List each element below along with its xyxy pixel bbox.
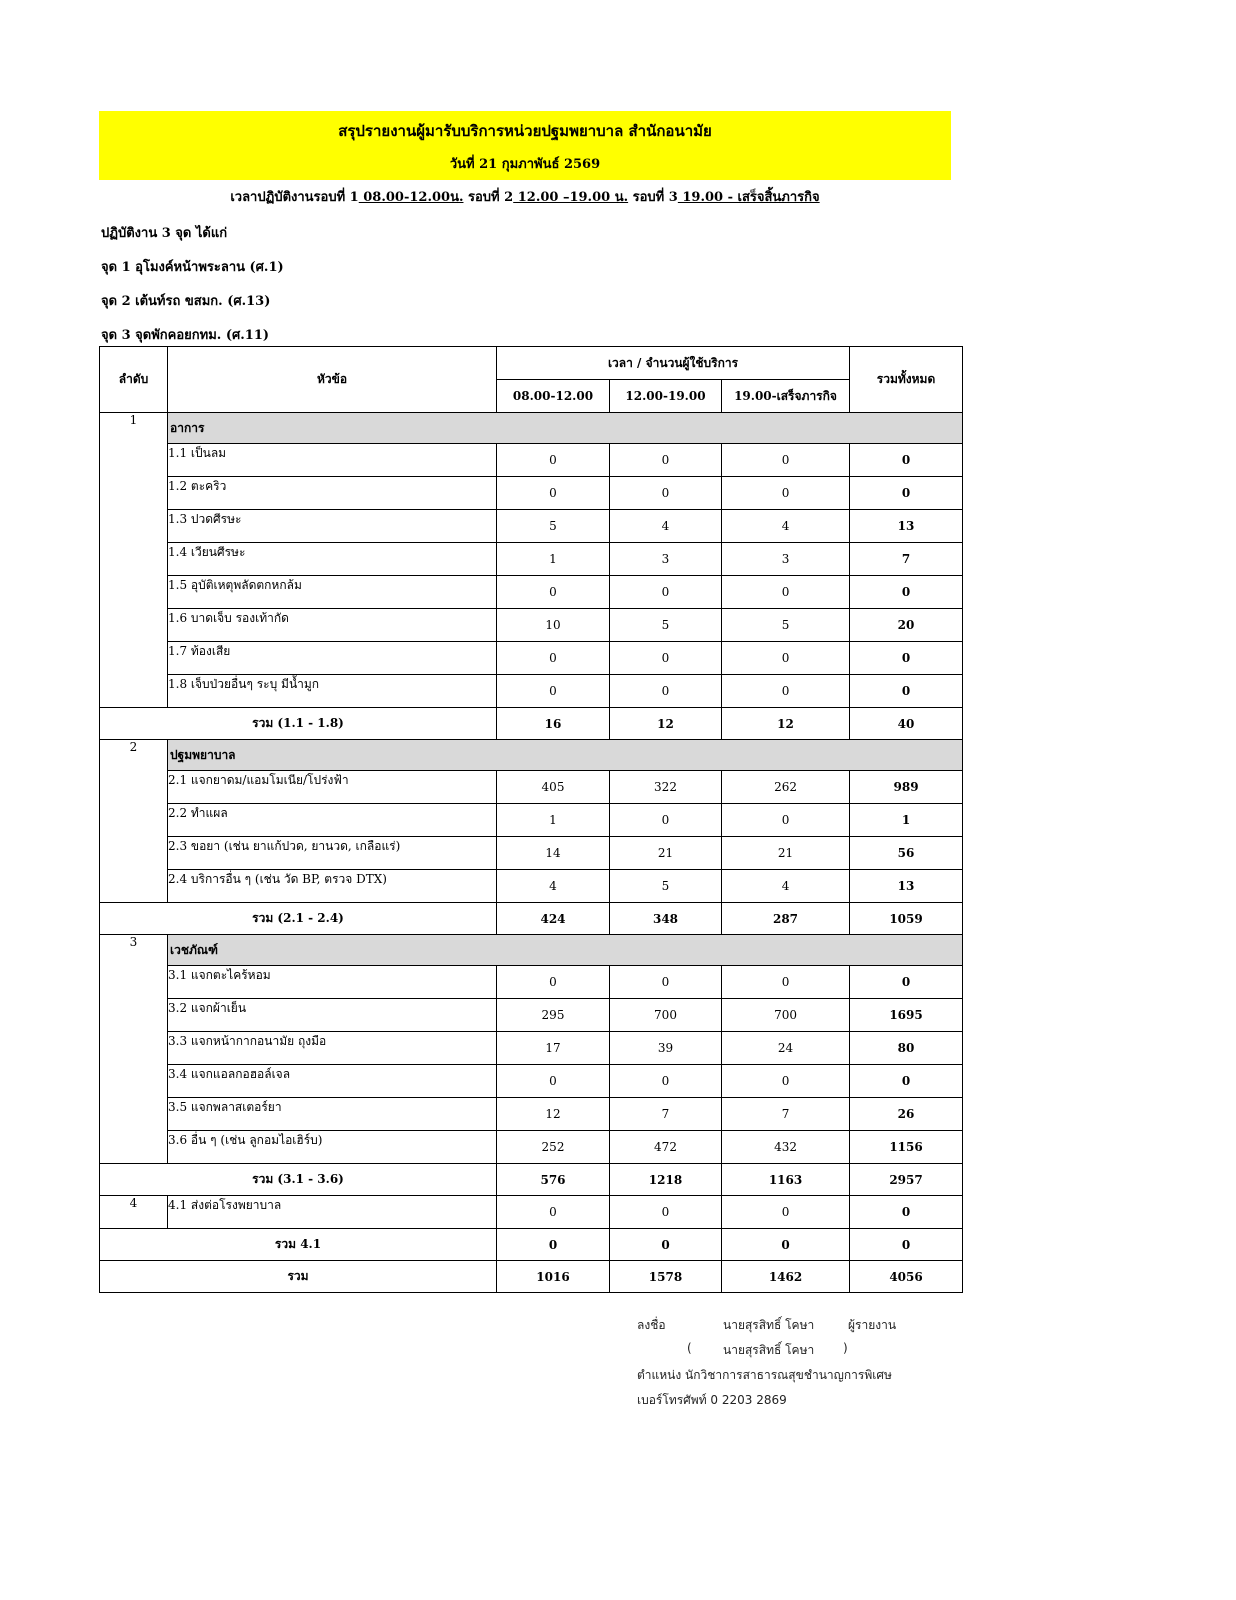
subtotal-shift2: 12 [610, 708, 722, 740]
table-row [100, 675, 963, 708]
cell-shift1: 405 [497, 771, 610, 804]
cell-shift2: 0 [610, 1065, 722, 1098]
cell-shift3: 5 [722, 609, 850, 642]
cell-shift2: 39 [610, 1032, 722, 1065]
section-seq: 2 [100, 740, 168, 903]
cell-shift2: 0 [610, 804, 722, 837]
cell-shift2: 0 [610, 444, 722, 477]
cell-shift2: 322 [610, 771, 722, 804]
subtotal-label: รวม (3.1 - 3.6) [100, 1164, 497, 1196]
subtotal-label: รวม (2.1 - 2.4) [100, 903, 497, 935]
cell-shift2: 0 [610, 966, 722, 999]
cell-shift3: 24 [722, 1032, 850, 1065]
cell-shift1: 295 [497, 999, 610, 1032]
cell-total: 989 [850, 771, 963, 804]
cell-shift3: 0 [722, 675, 850, 708]
signer-role: ผู้รายงาน [848, 1318, 897, 1332]
grand-total-shift2: 1578 [610, 1261, 722, 1293]
cell-shift1: 17 [497, 1032, 610, 1065]
row-label: 2.1 แจกยาดม/แอมโมเนีย/โปร่งฟ้า [168, 771, 497, 804]
subtotal-label: รวม (1.1 - 1.8) [100, 708, 497, 740]
table-row [100, 609, 963, 642]
point-3: จุด 3 จุดพักคอยกทม. (ศ.11) [101, 328, 270, 343]
row-label: 2.2 ทำแผล [168, 804, 497, 837]
subtotal-shift3: 12 [722, 708, 850, 740]
subtotal-shift1: 0 [497, 1229, 610, 1261]
cell-shift2: 0 [610, 675, 722, 708]
table-row [100, 477, 963, 510]
grand-total-total: 4056 [850, 1261, 963, 1293]
subtotal-shift1: 16 [497, 708, 610, 740]
shift-1-time: 08.00-12.00น. [358, 190, 464, 205]
cell-total: 1156 [850, 1131, 963, 1164]
section-seq: 3 [100, 935, 168, 1164]
table-row [100, 999, 963, 1032]
cell-total: 0 [850, 444, 963, 477]
table-row [100, 1098, 963, 1131]
signer-phone: เบอร์โทรศัพท์ 0 2203 2869 [637, 1393, 787, 1407]
cell-shift1: 1 [497, 804, 610, 837]
row-label: 1.2 ตะคริว [168, 477, 497, 510]
sign-label: ลงชื่อ [637, 1318, 666, 1332]
cell-shift1: 14 [497, 837, 610, 870]
cell-shift1: 0 [497, 675, 610, 708]
row-label: 1.7 ท้องเสีย [168, 642, 497, 675]
cell-shift1: 0 [497, 444, 610, 477]
row-label: 2.3 ขอยา (เช่น ยาแก้ปวด, ยานวด, เกลือแร่) [168, 837, 497, 870]
cell-shift2: 7 [610, 1098, 722, 1131]
cell-total: 80 [850, 1032, 963, 1065]
row-label: 1.4 เวียนศีรษะ [168, 543, 497, 576]
table-row [100, 543, 963, 576]
table-row [100, 1131, 963, 1164]
section-title: เวชภัณฑ์ [168, 935, 963, 966]
points-intro: ปฏิบัติงาน 3 จุด ได้แก่ [101, 226, 228, 241]
subtotal-row [100, 903, 963, 935]
cell-shift3: 432 [722, 1131, 850, 1164]
cell-shift3: 0 [722, 966, 850, 999]
col-shift2-header: 12.00-19.00 [610, 380, 722, 413]
row-label: 1.3 ปวดศีรษะ [168, 510, 497, 543]
shift-1-label: เวลาปฏิบัติงานรอบที่ 1 [230, 190, 359, 205]
table-row [100, 771, 963, 804]
grand-total-shift1: 1016 [497, 1261, 610, 1293]
row-label: 4.1 ส่งต่อโรงพยาบาล [168, 1196, 497, 1229]
cell-shift2: 0 [610, 576, 722, 609]
cell-total: 0 [850, 966, 963, 999]
cell-total: 0 [850, 477, 963, 510]
cell-shift1: 0 [497, 1065, 610, 1098]
row-label: 1.5 อุบัติเหตุพลัดตกหกล้ม [168, 576, 497, 609]
cell-total: 1695 [850, 999, 963, 1032]
signer-position: ตำแหน่ง นักวิชาการสาธารณสุขชำนาญการพิเศษ [637, 1368, 892, 1382]
report-date: วันที่ 21 กุมภาพันธ์ 2569 [449, 157, 601, 172]
cell-shift3: 700 [722, 999, 850, 1032]
cell-shift1: 12 [497, 1098, 610, 1131]
row-label: 3.2 แจกผ้าเย็น [168, 999, 497, 1032]
shift-3-time: 19.00 - เสร็จสิ้นภารกิจ [677, 190, 820, 205]
row-label: 3.1 แจกตะไคร้หอม [168, 966, 497, 999]
table-row [100, 510, 963, 543]
row-label: 1.8 เจ็บป่วยอื่นๆ ระบุ มีน้ำมูก [168, 675, 497, 708]
subtotal-label: รวม 4.1 [100, 1229, 497, 1261]
col-shift3-header: 19.00-เสร็จภารกิจ [722, 380, 850, 413]
subtotal-shift3: 0 [722, 1229, 850, 1261]
shift-2-time: 12.00 –19.00 น. [513, 190, 629, 205]
grand-total-shift3: 1462 [722, 1261, 850, 1293]
table-row [100, 1196, 963, 1229]
subtotal-total: 40 [850, 708, 963, 740]
table-row [100, 1032, 963, 1065]
title-banner [99, 111, 951, 180]
cell-shift2: 3 [610, 543, 722, 576]
cell-shift3: 4 [722, 870, 850, 903]
shift-times [99, 186, 951, 207]
cell-shift3: 0 [722, 576, 850, 609]
table-row [100, 1065, 963, 1098]
cell-shift1: 10 [497, 609, 610, 642]
cell-shift2: 0 [610, 477, 722, 510]
cell-shift2: 5 [610, 609, 722, 642]
cell-total: 20 [850, 609, 963, 642]
cell-total: 0 [850, 1065, 963, 1098]
subtotal-total: 1059 [850, 903, 963, 935]
cell-shift1: 1 [497, 543, 610, 576]
subtotal-row [100, 1164, 963, 1196]
cell-shift2: 0 [610, 1196, 722, 1229]
cell-shift1: 4 [497, 870, 610, 903]
grand-total-row [100, 1261, 963, 1293]
cell-shift1: 0 [497, 1196, 610, 1229]
signer-name-parenthetical: นายสุรสิทธิ์ โคษา [723, 1343, 815, 1357]
cell-total: 0 [850, 576, 963, 609]
col-topic-header: หัวข้อ [168, 347, 497, 413]
cell-shift3: 262 [722, 771, 850, 804]
grand-total-label: รวม [100, 1261, 497, 1293]
cell-shift2: 5 [610, 870, 722, 903]
table-row [100, 444, 963, 477]
cell-total: 26 [850, 1098, 963, 1131]
cell-shift3: 0 [722, 477, 850, 510]
cell-shift3: 7 [722, 1098, 850, 1131]
row-label: 1.1 เป็นลม [168, 444, 497, 477]
subtotal-shift3: 1163 [722, 1164, 850, 1196]
cell-total: 13 [850, 870, 963, 903]
cell-total: 0 [850, 642, 963, 675]
subtotal-shift2: 1218 [610, 1164, 722, 1196]
cell-total: 0 [850, 675, 963, 708]
cell-shift2: 4 [610, 510, 722, 543]
paren-open: ( [687, 1341, 692, 1355]
table-row [100, 642, 963, 675]
table-row [100, 804, 963, 837]
cell-shift3: 0 [722, 1065, 850, 1098]
cell-shift3: 0 [722, 1196, 850, 1229]
cell-shift1: 0 [497, 966, 610, 999]
cell-shift2: 472 [610, 1131, 722, 1164]
cell-shift3: 3 [722, 543, 850, 576]
cell-shift1: 0 [497, 576, 610, 609]
table-row [100, 870, 963, 903]
cell-shift2: 21 [610, 837, 722, 870]
row-label: 3.6 อื่น ๆ (เช่น ลูกอมไอเฮิร์บ) [168, 1131, 497, 1164]
table-row [100, 837, 963, 870]
cell-shift1: 0 [497, 642, 610, 675]
table-row [100, 966, 963, 999]
shift-2-label: รอบที่ 2 [463, 190, 514, 205]
cell-shift1: 0 [497, 477, 610, 510]
subtotal-shift3: 287 [722, 903, 850, 935]
cell-shift3: 4 [722, 510, 850, 543]
cell-shift3: 21 [722, 837, 850, 870]
signer-name: นายสุรสิทธิ์ โคษา [723, 1318, 815, 1332]
cell-shift3: 0 [722, 444, 850, 477]
subtotal-shift2: 348 [610, 903, 722, 935]
point-1: จุด 1 อุโมงค์หน้าพระลาน (ศ.1) [101, 260, 284, 275]
cell-shift2: 700 [610, 999, 722, 1032]
col-time-group-header: เวลา / จำนวนผู้ใช้บริการ [497, 347, 850, 380]
cell-shift3: 0 [722, 804, 850, 837]
subtotal-shift1: 424 [497, 903, 610, 935]
col-seq-header: ลำดับ [100, 347, 168, 413]
col-shift1-header: 08.00-12.00 [497, 380, 610, 413]
cell-total: 0 [850, 1196, 963, 1229]
row-label: 2.4 บริการอื่น ๆ (เช่น วัด BP, ตรวจ DTX) [168, 870, 497, 903]
cell-total: 56 [850, 837, 963, 870]
row-label: 3.4 แจกแอลกอฮอล์เจล [168, 1065, 497, 1098]
col-total-header: รวมทั้งหมด [850, 347, 963, 413]
cell-shift3: 0 [722, 642, 850, 675]
point-2: จุด 2 เต้นท์รถ ขสมก. (ศ.13) [101, 294, 271, 309]
subtotal-total: 0 [850, 1229, 963, 1261]
subtotal-row [100, 708, 963, 740]
subtotal-shift1: 576 [497, 1164, 610, 1196]
section-seq: 1 [100, 413, 168, 708]
cell-shift1: 5 [497, 510, 610, 543]
section-title: ปฐมพยาบาล [168, 740, 963, 771]
cell-total: 7 [850, 543, 963, 576]
service-table [99, 346, 963, 1293]
subtotal-row [100, 1229, 963, 1261]
row-label: 3.5 แจกพลาสเตอร์ยา [168, 1098, 497, 1131]
subtotal-total: 2957 [850, 1164, 963, 1196]
cell-total: 1 [850, 804, 963, 837]
section-title: อาการ [168, 413, 963, 444]
row-label: 3.3 แจกหน้ากากอนามัย ถุงมือ [168, 1032, 497, 1065]
cell-shift1: 252 [497, 1131, 610, 1164]
cell-shift2: 0 [610, 642, 722, 675]
report-title: สรุปรายงานผู้มารับบริการหน่วยปฐมพยาบาล สำนักอนามัย [338, 122, 712, 140]
subtotal-shift2: 0 [610, 1229, 722, 1261]
table-row [100, 576, 963, 609]
paren-close: ) [843, 1341, 848, 1355]
shift-3-label: รอบที่ 3 [628, 190, 678, 205]
cell-total: 13 [850, 510, 963, 543]
section-seq: 4 [100, 1196, 168, 1229]
row-label: 1.6 บาดเจ็บ รองเท้ากัด [168, 609, 497, 642]
